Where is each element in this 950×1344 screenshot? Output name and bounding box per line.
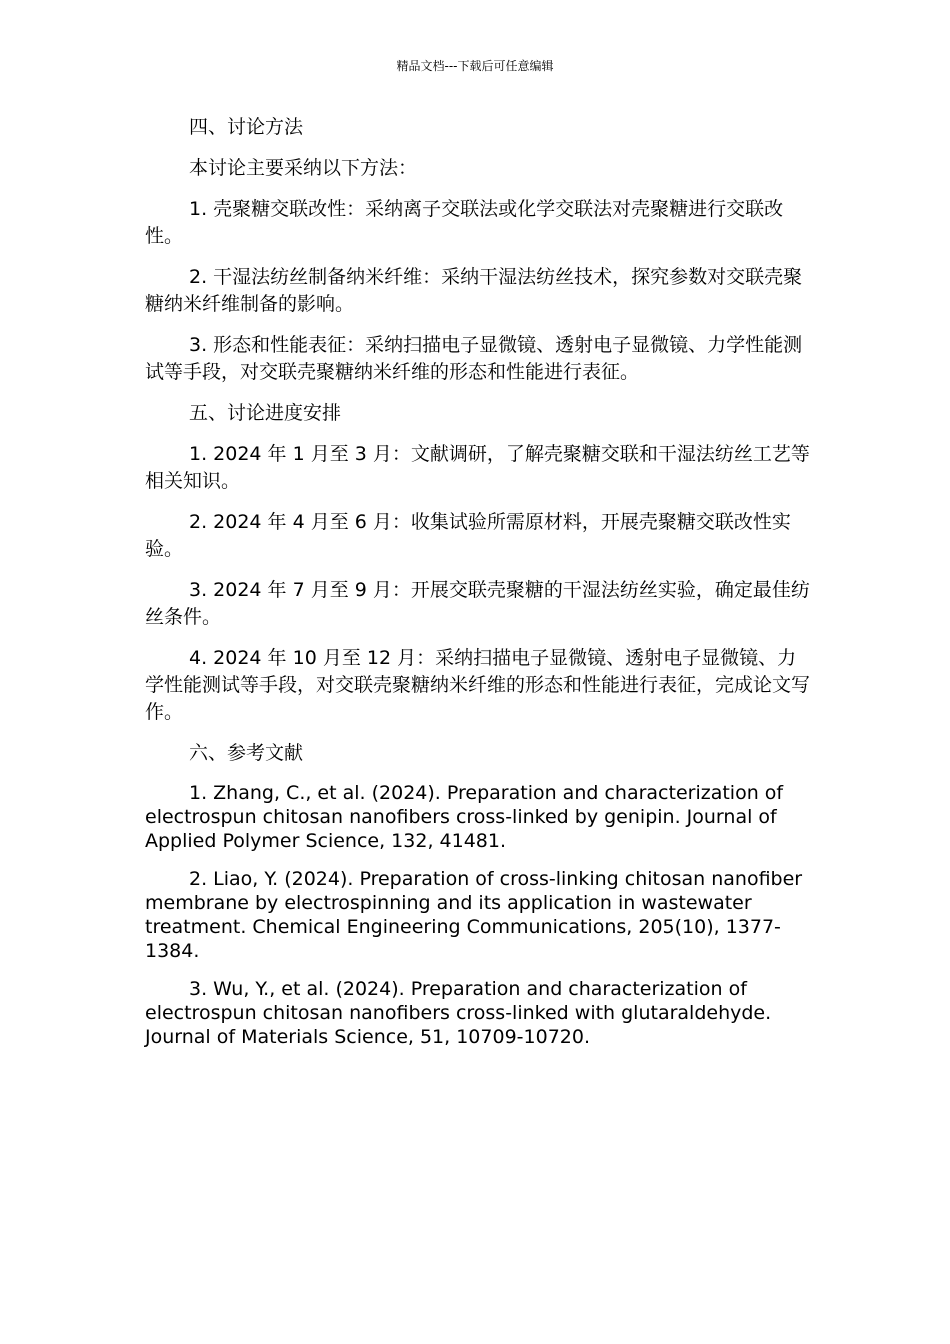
section-heading-methods: 四、讨论方法 [189,116,304,138]
schedule-item: 2. 2024 年 4 月至 6 月：收集试验所需原材料，开展壳聚糖交联改性实验。 [145,511,791,560]
schedule-item: 1. 2024 年 1 月至 3 月：文献调研，了解壳聚糖交联和干湿法纺丝工艺等相关知识。 [145,443,810,492]
reference-item: 2. Liao, Y. (2024). Preparation of cross-linking chitosan nanofiber membrane by electrospinning and its application in wastewater treatment. Chemical Engineering Communications, 205(10), 1377-1384. [145,868,803,962]
methods-item: 3. 形态和性能表征：采纳扫描电子显微镜、透射电子显微镜、力学性能测试等手段，对交联壳聚糖纳米纤维的形态和性能进行表征。 [145,334,803,383]
methods-intro: 本讨论主要采纳以下方法： [189,157,418,179]
document-body [145,114,810,1063]
section-heading-references: 六、参考文献 [189,742,304,764]
reference-item: 1. Zhang, C., et al. (2024). Preparation and characterization of electrospun chitosan nanofibers cross-linked by genipin. Journal of Applied Polymer Science, 132, 41481. [145,782,784,852]
methods-item: 1. 壳聚糖交联改性：采纳离子交联法或化学交联法对壳聚糖进行交联改性。 [145,198,784,247]
section-heading-schedule: 五、讨论进度安排 [189,402,342,424]
methods-item: 2. 干湿法纺丝制备纳米纤维：采纳干湿法纺丝技术，探究参数对交联壳聚糖纳米纤维制备的影响。 [145,266,803,315]
schedule-item: 4. 2024 年 10 月至 12 月：采纳扫描电子显微镜、透射电子显微镜、力学性能测试等手段，对交联壳聚糖纳米纤维的形态和性能进行表征，完成论文写作。 [145,647,811,723]
reference-item: 3. Wu, Y., et al. (2024). Preparation and characterization of electrospun chitosan nanofibers cross-linked with glutaraldehyde. Journal of Materials Science, 51, 10709-10720. [145,978,772,1048]
page-header: 精品文档---下载后可任意编辑 [396,59,554,73]
schedule-item: 3. 2024 年 7 月至 9 月：开展交联壳聚糖的干湿法纺丝实验，确定最佳纺丝条件。 [145,579,810,628]
